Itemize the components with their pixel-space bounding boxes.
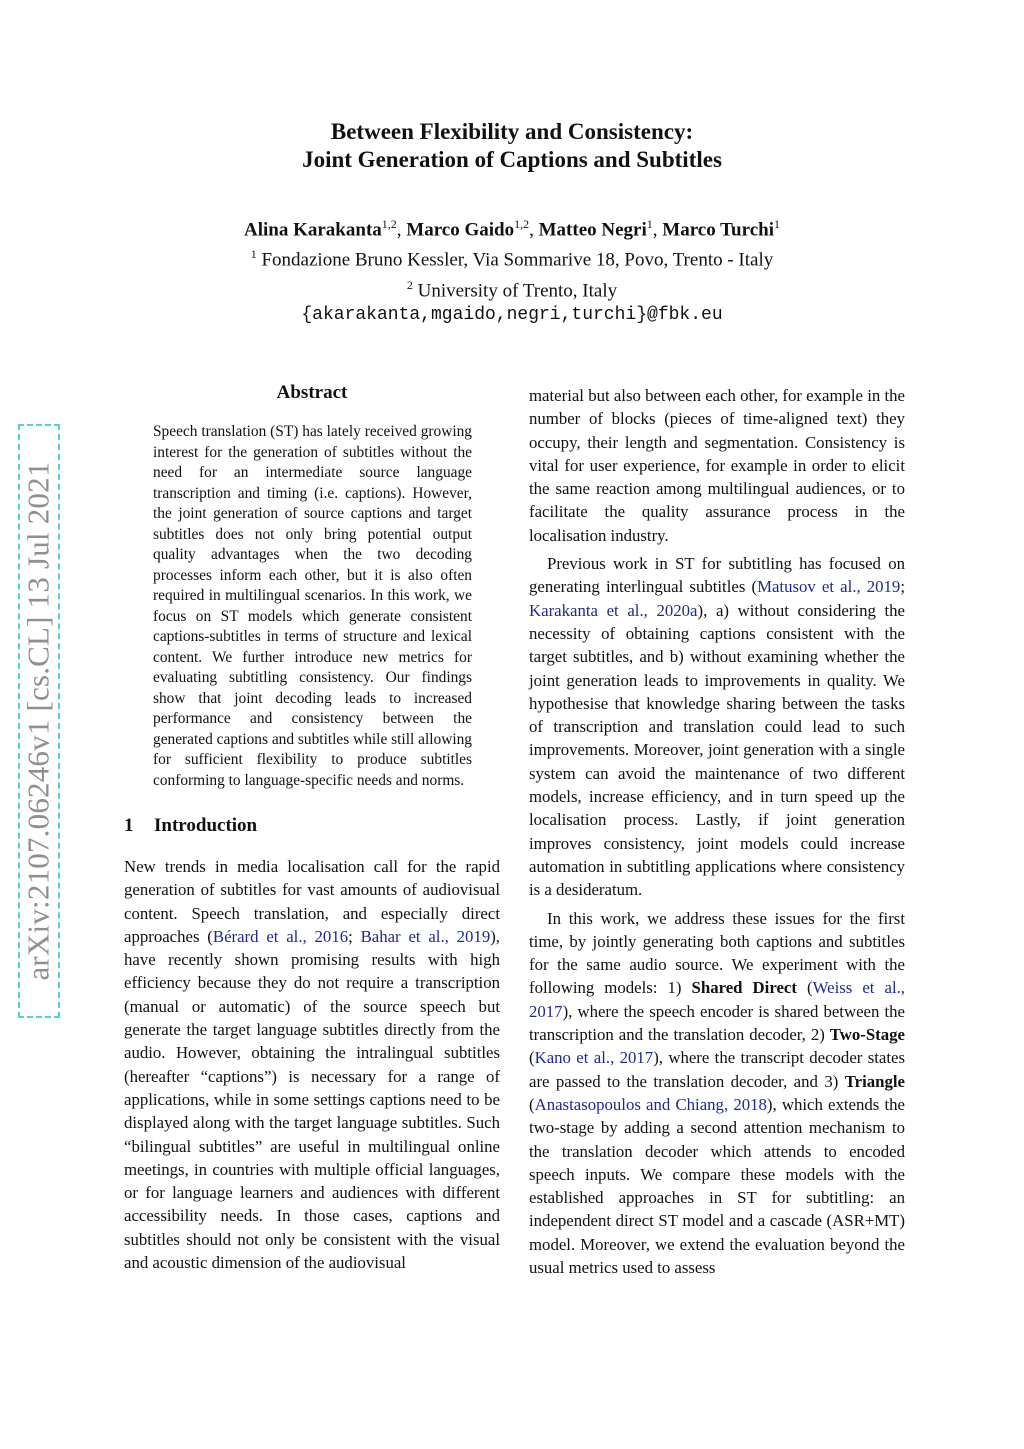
text-run: ( [796, 978, 813, 998]
author-2-affil: 1,2 [514, 217, 530, 231]
arxiv-identifier-text: arXiv:2107.06246v1 [cs.CL] 13 Jul 2021 [21, 461, 56, 981]
author-block [0, 212, 1024, 327]
section-heading-introduction [124, 815, 500, 837]
author-names: Alina Karakanta$^{1,2}$, Marco Gaido$^{1,2}$, Matteo Negri$^1$, Marco Turchi$^1$ [244, 217, 780, 241]
citation-anastasopoulos-2018[interactable]: Anastasopoulos and Chiang, 2018 [534, 1094, 767, 1114]
intro-paragraph-continued: material but also between each other, for example in the number of blocks (pieces of time-aligned text) they occupy, their length and segmentation. Consistency is vital for user experience, for example in order to elicit the same reaction among multilingual audiences, or to facilitate the quality assurance process in the localisation industry. [529, 386, 905, 545]
text-run: New trends in media localisation call for the rapid generation of subtitles for vast amounts of audiovisual content. Speech translation, and especially direct approaches ( [124, 857, 500, 946]
author-emails: {akarakanta,mgaido,negri,turchi}@fbk.eu [301, 304, 723, 325]
model-two-stage: Two-Stage [829, 1025, 905, 1045]
text-run: ), which extends the two-stage by adding a second attention mechanism to the translation decoder which attends to encoded speech inputs. We compare these models with the established approaches in ST for subtitling: an independent direct ST model and a cascade (ASR+MT) model. Moreover, we extend the evaluation beyond the usual metrics used to assess [529, 1094, 905, 1277]
affiliation-2 [0, 273, 1024, 303]
abstract-text: Speech translation (ST) has lately received growing interest for the generation of subtitles without the need for an intermediate source language transcription and timing (i.e. captions). However, the joint generation of source captions and target subtitles does not only bring potential output quality advantages when the two decoding processes inform each other, but it is also often required in multilingual scenarios. In this work, we focus on ST models which generate consistent captions-subtitles in terms of structure and lexical content. We further introduce new metrics for evaluating subtitling consistency. Our findings show that joint decoding leads to increased performance and consistency between the generated captions and subtitles while still allowing for sufficient flexibility to produce subtitles conforming to language-specific needs and norms. [153, 423, 472, 789]
section-number: 1 [124, 815, 134, 836]
title-line-2: Joint Generation of Captions and Subtitles [302, 147, 722, 172]
paper-title [0, 118, 1024, 174]
text-run: ; [900, 577, 905, 597]
citation-karakanta-2020a[interactable]: Karakanta et al., 2020a [529, 600, 698, 620]
citation-berard-2016[interactable]: Bérard et al., 2016 [212, 926, 349, 946]
text-run: ; [348, 926, 361, 946]
citation-bahar-2019[interactable]: Bahar et al., 2019 [360, 926, 491, 946]
affiliation-2-marker: 2 [406, 277, 413, 292]
text-run: ), have recently shown promising results with high efficiency because they do not require a transcription (manual or automatic) of the source speech but generate the target language subtitles directly from the audio. However, obtaining the intralingual subtitles (hereafter “captions”) is necessary for a range of applications, while in some settings captions need to be displayed along with the target language subtitles. Such “bilingual subtitles” are useful in multilingual online meetings, in countries with multiple official languages, or for language learners and audiences with different accessibility needs. In those cases, captions and subtitles should not only be consistent with the visual and acoustic dimension of the audiovisual [124, 926, 501, 1273]
text-run: ), where the speech encoder is shared between the transcription and the translation decoder, 2) [529, 1001, 905, 1045]
author-4: Marco Turchi [662, 219, 774, 241]
citation-kano-2017[interactable]: Kano et al., 2017 [534, 1048, 654, 1068]
text-run: Previous work in ST for subtitling has focused on generating interlingual subtitles ( [529, 554, 905, 597]
model-triangle: Triangle [844, 1071, 905, 1091]
author-1-affil: 1,2 [381, 217, 397, 231]
author-1: Alina Karakanta [244, 219, 382, 241]
author-3: Matteo Negri [538, 219, 647, 241]
model-shared-direct: Shared Direct [691, 978, 797, 998]
affiliation-1-marker: 1 [250, 247, 257, 262]
abstract-heading: Abstract [276, 382, 348, 403]
intro-paragraph-2 [529, 552, 905, 901]
text-run: ), where the transcript decoder states are passed to the translation decoder, and 3) [529, 1048, 905, 1091]
text-run: In this work, we address these issues for the first time, by jointly generating both captions and subtitles for the same audio source. We experiment with the following models: 1) [529, 908, 905, 998]
left-column [124, 382, 500, 1274]
intro-paragraph-1 [124, 855, 500, 1274]
affiliation-1 [0, 242, 1024, 272]
arxiv-identifier-stamp [18, 424, 60, 1018]
intro-paragraph-3 [529, 907, 905, 1280]
right-column [529, 384, 905, 1279]
text-run: ), a) without considering the necessity of obtaining captions consistent with the target subtitles, and b) without examining whether the joint generation leads to improvements in quality. We hypothesise that knowledge sharing between the tasks of transcription and translation could lead to such improvements. Moreover, joint generation with a single system can avoid the maintenance of two different models, increase efficiency, and in turn speed up the localisation process. Lastly, if joint generation improves consistency, joint models could increase automation in subtitling applications where consistency is a desideratum. [529, 600, 905, 900]
text-run: ( [529, 1048, 535, 1068]
author-3-affil: 1 [646, 217, 653, 231]
author-4-affil: 1 [774, 217, 780, 231]
text-run: ( [529, 1094, 535, 1114]
title-line-1: Between Flexibility and Consistency: [330, 119, 694, 144]
citation-matusov-2019[interactable]: Matusov et al., 2019 [757, 577, 901, 597]
author-2: Marco Gaido [406, 219, 515, 241]
section-title: Introduction [154, 815, 258, 836]
affiliation-1-text: Fondazione Bruno Kessler, Via Sommarive 18, Povo, Trento - Italy [261, 249, 774, 271]
citation-weiss-2017[interactable]: Weiss et al., 2017 [529, 978, 905, 1021]
affiliation-2-text: University of Trento, Italy [417, 279, 618, 301]
